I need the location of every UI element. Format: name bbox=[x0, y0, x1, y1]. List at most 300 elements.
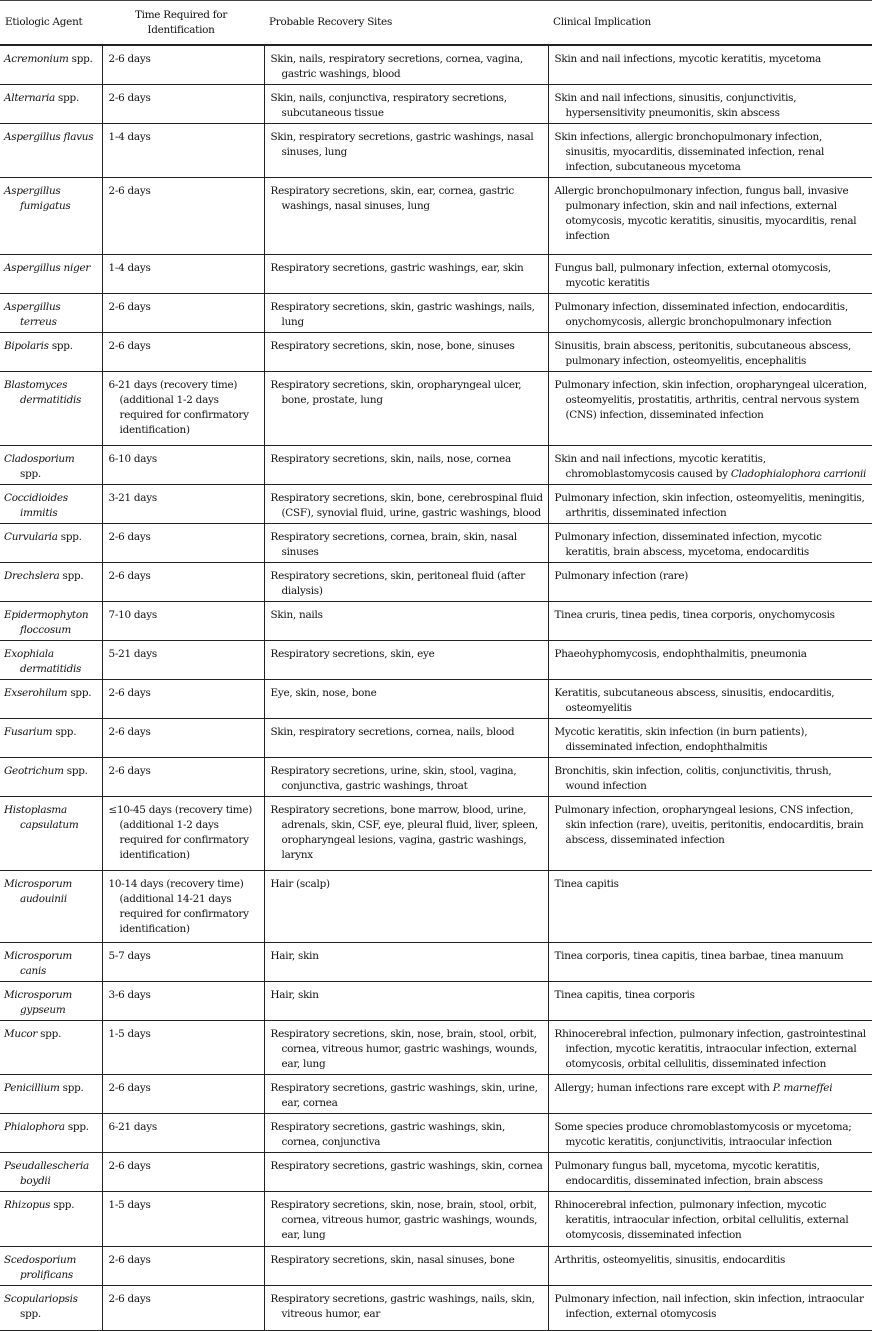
cell-recovery-sites-text bbox=[271, 261, 544, 276]
cell-recovery-sites bbox=[264, 943, 548, 982]
cell-recovery-sites bbox=[264, 758, 548, 797]
cell-time-required-text bbox=[109, 1120, 260, 1135]
cell-clinical-implication bbox=[548, 602, 872, 641]
cell-time-required-value: 2-6 days bbox=[108, 531, 151, 543]
table-row bbox=[0, 680, 872, 719]
agent-suffix: spp. bbox=[67, 687, 92, 699]
cell-recovery-sites-value: Skin, respiratory secretions, cornea, nails, blood bbox=[270, 726, 515, 738]
agent-genus-species: Scopulariopsis bbox=[4, 1293, 78, 1305]
cell-time-required-text bbox=[109, 184, 260, 199]
cell-time-required-text bbox=[109, 725, 260, 740]
cell-time-required bbox=[102, 1286, 264, 1331]
cell-etiologic-agent bbox=[0, 943, 102, 982]
cell-clinical-implication-text bbox=[555, 530, 868, 560]
cell-etiologic-agent bbox=[0, 1114, 102, 1153]
cell-clinical-implication-value: Arthritis, osteomyelitis, sinusitis, endocarditis bbox=[554, 1254, 786, 1266]
cell-clinical-implication-text bbox=[555, 91, 868, 121]
agent-name bbox=[4, 491, 98, 521]
cell-clinical-implication-text bbox=[555, 608, 868, 623]
cell-clinical-implication-value: Sinusitis, brain abscess, peritonitis, subcutaneous abscess, pulmonary infection, osteomyelitis, encephalitis bbox=[554, 340, 852, 367]
cell-recovery-sites-text bbox=[271, 949, 544, 964]
cell-recovery-sites-value: Respiratory secretions, skin, nose, brain, stool, orbit, cornea, vitreous humor, gastric washings, wounds, ear, lung bbox=[270, 1199, 538, 1241]
agent-name bbox=[4, 1027, 98, 1042]
cell-recovery-sites-text bbox=[271, 452, 544, 467]
cell-time-required-text bbox=[109, 91, 260, 106]
cell-time-required bbox=[102, 680, 264, 719]
cell-clinical-implication bbox=[548, 372, 872, 446]
cell-clinical-implication bbox=[548, 124, 872, 178]
header-etiologic-agent: Etiologic Agent bbox=[0, 1, 102, 46]
cell-clinical-implication-value: Pulmonary infection, nail infection, skin infection, intraocular infection, external otomycosis bbox=[554, 1293, 864, 1320]
cell-clinical-implication bbox=[548, 446, 872, 485]
cell-time-required-value: 1-5 days bbox=[108, 1028, 151, 1040]
header-clinical-implication: Clinical Implication bbox=[548, 1, 872, 46]
cell-recovery-sites bbox=[264, 1021, 548, 1075]
agent-name bbox=[4, 949, 98, 979]
cell-clinical-implication bbox=[548, 524, 872, 563]
cell-clinical-implication bbox=[548, 1247, 872, 1286]
agent-genus-species: Drechslera bbox=[4, 570, 60, 582]
cell-clinical-implication bbox=[548, 294, 872, 333]
cell-etiologic-agent bbox=[0, 333, 102, 372]
cell-recovery-sites-value: Respiratory secretions, bone marrow, blood, urine, adrenals, skin, CSF, eye, pleural fluid, liver, spleen, oropharyngeal lesions, vagina, gastric washings, larynx bbox=[270, 804, 538, 861]
agent-name bbox=[4, 184, 98, 214]
table-row bbox=[0, 758, 872, 797]
agent-genus-species: Penicillium bbox=[4, 1082, 60, 1094]
agent-name bbox=[4, 988, 98, 1018]
cell-clinical-implication-text bbox=[555, 491, 868, 521]
cell-recovery-sites-value: Skin, nails bbox=[270, 609, 323, 621]
agent-genus-species: Curvularia bbox=[4, 531, 58, 543]
agent-genus-species: Microsporum gypseum bbox=[4, 989, 73, 1016]
cell-recovery-sites bbox=[264, 719, 548, 758]
cell-recovery-sites-text bbox=[271, 52, 544, 82]
cell-time-required-value: 2-6 days bbox=[108, 1254, 151, 1266]
cell-etiologic-agent bbox=[0, 255, 102, 294]
cell-clinical-implication-value: Pulmonary infection (rare) bbox=[554, 570, 689, 582]
cell-recovery-sites-text bbox=[271, 686, 544, 701]
cell-time-required-value: 1-4 days bbox=[108, 262, 151, 274]
cell-clinical-implication-text bbox=[555, 1292, 868, 1322]
agent-name bbox=[4, 725, 98, 740]
table-row bbox=[0, 372, 872, 446]
agent-suffix: spp. bbox=[55, 92, 79, 104]
agent-name bbox=[4, 378, 98, 408]
cell-etiologic-agent bbox=[0, 372, 102, 446]
cell-etiologic-agent bbox=[0, 124, 102, 178]
cell-recovery-sites-text bbox=[271, 1292, 544, 1322]
header-row bbox=[0, 1, 872, 46]
cell-etiologic-agent bbox=[0, 758, 102, 797]
cell-etiologic-agent bbox=[0, 446, 102, 485]
cell-recovery-sites bbox=[264, 797, 548, 871]
cell-time-required bbox=[102, 1153, 264, 1192]
cell-time-required-text bbox=[109, 339, 260, 354]
cell-clinical-implication-value: Tinea cruris, tinea pedis, tinea corporis, onychomycosis bbox=[554, 609, 835, 621]
agent-genus-species: Fusarium bbox=[4, 726, 53, 738]
cell-etiologic-agent bbox=[0, 85, 102, 124]
cell-recovery-sites-text bbox=[271, 1198, 544, 1243]
cell-etiologic-agent bbox=[0, 1021, 102, 1075]
cell-clinical-implication-text bbox=[555, 339, 868, 369]
cell-time-required-text bbox=[109, 569, 260, 584]
agent-name bbox=[4, 1081, 98, 1096]
agent-name bbox=[4, 569, 98, 584]
cell-clinical-implication-text bbox=[555, 1027, 868, 1072]
cell-time-required-value: ≤10-45 days (recovery time) (additional 1-2 days required for confirmatory identification) bbox=[108, 804, 253, 861]
agent-genus-species: Microsporum audouinii bbox=[4, 878, 73, 905]
cell-time-required-value: 6-21 days (recovery time) (additional 1-2 days required for confirmatory identification) bbox=[108, 379, 249, 436]
cell-clinical-implication-text bbox=[555, 686, 868, 716]
cell-etiologic-agent bbox=[0, 602, 102, 641]
cell-recovery-sites bbox=[264, 178, 548, 255]
cell-time-required bbox=[102, 982, 264, 1021]
cell-recovery-sites-value: Respiratory secretions, skin, peritoneal fluid (after dialysis) bbox=[270, 570, 526, 597]
agent-name bbox=[4, 1159, 98, 1189]
agent-suffix: spp. bbox=[59, 570, 84, 582]
table-row bbox=[0, 1153, 872, 1192]
agent-suffix: spp. bbox=[68, 53, 93, 65]
table-row bbox=[0, 602, 872, 641]
cell-time-required-value: 2-6 days bbox=[108, 53, 151, 65]
table-row bbox=[0, 124, 872, 178]
agent-genus-species: Bipolaris bbox=[4, 340, 49, 352]
agent-name bbox=[4, 261, 98, 276]
cell-clinical-implication-text bbox=[555, 569, 868, 584]
cell-recovery-sites-value: Respiratory secretions, gastric washings, skin, urine, ear, cornea bbox=[270, 1082, 538, 1109]
cell-time-required-value: 5-21 days bbox=[108, 648, 157, 660]
agent-name bbox=[4, 1198, 98, 1213]
cell-time-required-value: 1-4 days bbox=[108, 131, 151, 143]
cell-recovery-sites bbox=[264, 333, 548, 372]
cell-time-required bbox=[102, 1114, 264, 1153]
cell-time-required bbox=[102, 797, 264, 871]
cell-recovery-sites bbox=[264, 1247, 548, 1286]
agent-suffix: spp. bbox=[63, 765, 88, 777]
cell-clinical-implication-value: Skin and nail infections, sinusitis, conjunctivitis, hypersensitivity pneumonitis, skin abscess bbox=[554, 92, 797, 119]
agent-genus-species: Cladosporium bbox=[4, 453, 75, 465]
cell-time-required-value: 1-5 days bbox=[108, 1199, 151, 1211]
implication-italic-organism: P. marneffei bbox=[772, 1082, 833, 1094]
cell-recovery-sites-value: Hair (scalp) bbox=[270, 878, 330, 890]
agent-genus-species: Rhizopus bbox=[4, 1199, 51, 1211]
table-row bbox=[0, 178, 872, 255]
cell-time-required-text bbox=[109, 686, 260, 701]
cell-clinical-implication-value: Tinea capitis bbox=[554, 878, 619, 890]
agent-genus-species: Phialophora bbox=[4, 1121, 65, 1133]
cell-time-required-text bbox=[109, 530, 260, 545]
table-row bbox=[0, 1247, 872, 1286]
cell-recovery-sites-value: Respiratory secretions, urine, skin, stool, vagina, conjunctiva, gastric washings, throat bbox=[270, 765, 517, 792]
cell-clinical-implication-value: Pulmonary infection, skin infection, osteomyelitis, meningitis, arthritis, disseminated infection bbox=[554, 492, 865, 519]
cell-etiologic-agent bbox=[0, 178, 102, 255]
cell-recovery-sites-value: Respiratory secretions, cornea, brain, skin, nasal sinuses bbox=[270, 531, 517, 558]
table-row bbox=[0, 485, 872, 524]
cell-clinical-implication bbox=[548, 85, 872, 124]
table-row bbox=[0, 1286, 872, 1331]
cell-time-required-value: 6-21 days bbox=[108, 1121, 157, 1133]
cell-time-required bbox=[102, 943, 264, 982]
cell-time-required bbox=[102, 372, 264, 446]
cell-recovery-sites bbox=[264, 485, 548, 524]
agent-name bbox=[4, 608, 98, 638]
agent-suffix: spp. bbox=[20, 1308, 41, 1320]
cell-clinical-implication-text bbox=[555, 988, 868, 1003]
agent-name bbox=[4, 686, 98, 701]
table-row bbox=[0, 871, 872, 943]
cell-recovery-sites-text bbox=[271, 184, 544, 214]
cell-recovery-sites-value: Skin, respiratory secretions, gastric washings, nasal sinuses, lung bbox=[270, 131, 534, 158]
table-row bbox=[0, 943, 872, 982]
cell-time-required-value: 3-6 days bbox=[108, 989, 151, 1001]
cell-time-required-value: 2-6 days bbox=[108, 301, 151, 313]
cell-time-required-text bbox=[109, 491, 260, 506]
cell-etiologic-agent bbox=[0, 982, 102, 1021]
cell-time-required bbox=[102, 255, 264, 294]
table-row bbox=[0, 563, 872, 602]
cell-clinical-implication-text bbox=[555, 647, 868, 662]
cell-recovery-sites-text bbox=[271, 300, 544, 330]
cell-time-required bbox=[102, 333, 264, 372]
cell-etiologic-agent bbox=[0, 45, 102, 85]
agent-suffix: spp. bbox=[59, 1082, 84, 1094]
cell-etiologic-agent bbox=[0, 719, 102, 758]
cell-clinical-implication-value: Tinea capitis, tinea corporis bbox=[554, 989, 695, 1001]
cell-clinical-implication-text bbox=[555, 300, 868, 330]
table-row bbox=[0, 1114, 872, 1153]
table-row bbox=[0, 641, 872, 680]
header-time-required: Time Required for Identification bbox=[102, 1, 264, 46]
cell-time-required-text bbox=[109, 1027, 260, 1042]
cell-time-required bbox=[102, 719, 264, 758]
cell-etiologic-agent bbox=[0, 563, 102, 602]
cell-clinical-implication-text bbox=[555, 1120, 868, 1150]
cell-clinical-implication-text bbox=[555, 52, 868, 67]
cell-clinical-implication-value: Allergy; human infections rare except with bbox=[554, 1082, 773, 1094]
cell-clinical-implication-value: Mycotic keratitis, skin infection (in burn patients), disseminated infection, endophthalmitis bbox=[554, 726, 808, 753]
agent-genus-species: Aspergillus fumigatus bbox=[4, 185, 71, 212]
cell-clinical-implication bbox=[548, 719, 872, 758]
cell-recovery-sites-text bbox=[271, 803, 544, 863]
cell-time-required-value: 6-10 days bbox=[108, 453, 157, 465]
cell-time-required bbox=[102, 871, 264, 943]
header-recovery-sites: Probable Recovery Sites bbox=[264, 1, 548, 46]
cell-recovery-sites-text bbox=[271, 988, 544, 1003]
cell-recovery-sites-text bbox=[271, 378, 544, 408]
cell-etiologic-agent bbox=[0, 641, 102, 680]
agent-genus-species: Aspergillus terreus bbox=[4, 301, 61, 328]
table-row bbox=[0, 797, 872, 871]
cell-recovery-sites-text bbox=[271, 1159, 544, 1174]
cell-recovery-sites-text bbox=[271, 608, 544, 623]
agent-name bbox=[4, 1120, 98, 1135]
cell-clinical-implication-value: Fungus ball, pulmonary infection, external otomycosis, mycotic keratitis bbox=[554, 262, 831, 289]
cell-recovery-sites-value: Hair, skin bbox=[270, 950, 319, 962]
cell-recovery-sites-value: Respiratory secretions, skin, bone, cerebrospinal fluid (CSF), synovial fluid, urine, gastric washings, blood bbox=[270, 492, 543, 519]
cell-etiologic-agent bbox=[0, 1286, 102, 1331]
cell-recovery-sites bbox=[264, 982, 548, 1021]
cell-clinical-implication-value: Skin and nail infections, mycotic keratitis, chromoblastomycosis caused by bbox=[554, 453, 766, 480]
agent-genus-species: Pseudallescheria boydii bbox=[4, 1160, 90, 1187]
agent-suffix: spp. bbox=[20, 468, 41, 480]
cell-etiologic-agent bbox=[0, 485, 102, 524]
cell-clinical-implication-text bbox=[555, 803, 868, 848]
cell-recovery-sites-text bbox=[271, 530, 544, 560]
table-row bbox=[0, 1192, 872, 1247]
cell-recovery-sites bbox=[264, 680, 548, 719]
cell-etiologic-agent bbox=[0, 524, 102, 563]
cell-clinical-implication bbox=[548, 982, 872, 1021]
agent-suffix: spp. bbox=[57, 531, 82, 543]
table-row bbox=[0, 446, 872, 485]
cell-recovery-sites bbox=[264, 446, 548, 485]
cell-clinical-implication-text bbox=[555, 184, 868, 244]
cell-recovery-sites-text bbox=[271, 491, 544, 521]
cell-time-required-text bbox=[109, 130, 260, 145]
cell-recovery-sites-value: Respiratory secretions, skin, gastric washings, nails, lung bbox=[270, 301, 535, 328]
cell-etiologic-agent bbox=[0, 1075, 102, 1114]
cell-time-required-value: 2-6 days bbox=[108, 1293, 151, 1305]
cell-clinical-implication-text bbox=[555, 949, 868, 964]
table-body bbox=[0, 45, 872, 1331]
cell-time-required-value: 2-6 days bbox=[108, 570, 151, 582]
cell-time-required-text bbox=[109, 1253, 260, 1268]
agent-name bbox=[4, 1292, 98, 1322]
cell-etiologic-agent bbox=[0, 680, 102, 719]
cell-clinical-implication-text bbox=[555, 1253, 868, 1268]
cell-clinical-implication-value: Bronchitis, skin infection, colitis, conjunctivitis, thrush, wound infection bbox=[554, 765, 832, 792]
agent-genus-species: Mucor bbox=[4, 1028, 38, 1040]
agent-name bbox=[4, 452, 98, 482]
cell-clinical-implication-value: Phaeohyphomycosis, endophthalmitis, pneumonia bbox=[554, 648, 807, 660]
cell-recovery-sites bbox=[264, 641, 548, 680]
cell-time-required-text bbox=[109, 1159, 260, 1174]
cell-time-required bbox=[102, 446, 264, 485]
cell-recovery-sites bbox=[264, 524, 548, 563]
cell-time-required-value: 7-10 days bbox=[108, 609, 157, 621]
cell-time-required bbox=[102, 124, 264, 178]
cell-recovery-sites-value: Skin, nails, respiratory secretions, cornea, vagina, gastric washings, blood bbox=[270, 53, 523, 80]
agent-name bbox=[4, 339, 98, 354]
cell-recovery-sites bbox=[264, 1075, 548, 1114]
cell-clinical-implication-value: Allergic bronchopulmonary infection, fungus ball, invasive pulmonary infection, skin and nail infections, external otomycosis, mycotic keratitis, sinusitis, myocarditis, renal infection bbox=[554, 185, 857, 242]
cell-time-required-value: 2-6 days bbox=[108, 1082, 151, 1094]
cell-clinical-implication bbox=[548, 680, 872, 719]
agent-name bbox=[4, 530, 98, 545]
cell-clinical-implication bbox=[548, 45, 872, 85]
cell-time-required-text bbox=[109, 452, 260, 467]
cell-recovery-sites bbox=[264, 1114, 548, 1153]
agent-genus-species: Acremonium bbox=[4, 53, 69, 65]
cell-clinical-implication-text bbox=[555, 725, 868, 755]
table-row bbox=[0, 255, 872, 294]
cell-recovery-sites-value: Respiratory secretions, gastric washings, skin, cornea bbox=[270, 1160, 543, 1172]
cell-recovery-sites-text bbox=[271, 1120, 544, 1150]
cell-time-required-text bbox=[109, 1081, 260, 1096]
cell-recovery-sites-value: Respiratory secretions, gastric washings, nails, skin, vitreous humor, ear bbox=[270, 1293, 535, 1320]
cell-etiologic-agent bbox=[0, 797, 102, 871]
agent-genus-species: Aspergillus flavus bbox=[4, 131, 94, 143]
cell-recovery-sites bbox=[264, 871, 548, 943]
agent-suffix: spp. bbox=[52, 726, 77, 738]
cell-recovery-sites bbox=[264, 1286, 548, 1331]
agent-genus-species: Geotrichum bbox=[4, 765, 64, 777]
cell-recovery-sites-value: Skin, nails, conjunctiva, respiratory secretions, subcutaneous tissue bbox=[270, 92, 507, 119]
cell-time-required-value: 5-7 days bbox=[108, 950, 151, 962]
cell-time-required bbox=[102, 758, 264, 797]
cell-time-required bbox=[102, 1192, 264, 1247]
implication-italic-organism: Cladophialophora carrionii bbox=[730, 468, 867, 480]
agent-genus-species: Epidermophyton floccosum bbox=[4, 609, 89, 636]
cell-etiologic-agent bbox=[0, 294, 102, 333]
cell-etiologic-agent bbox=[0, 871, 102, 943]
agent-suffix: spp. bbox=[48, 340, 73, 352]
cell-clinical-implication-value: Pulmonary fungus ball, mycetoma, mycotic keratitis, endocarditis, disseminated infection, brain abscess bbox=[554, 1160, 823, 1187]
cell-clinical-implication-value: Tinea corporis, tinea capitis, tinea barbae, tinea manuum bbox=[554, 950, 844, 962]
table-row bbox=[0, 333, 872, 372]
agent-name bbox=[4, 52, 98, 67]
cell-time-required-value: 2-6 days bbox=[108, 1160, 151, 1172]
cell-recovery-sites bbox=[264, 124, 548, 178]
cell-clinical-implication bbox=[548, 1153, 872, 1192]
agent-genus-species: Coccidioides immitis bbox=[4, 492, 68, 519]
cell-clinical-implication-value: Skin infections, allergic bronchopulmonary infection, sinusitis, myocarditis, disseminated infection, renal infection, subcutaneous mycetoma bbox=[554, 131, 825, 173]
cell-time-required bbox=[102, 45, 264, 85]
cell-recovery-sites bbox=[264, 1192, 548, 1247]
cell-clinical-implication-text bbox=[555, 261, 868, 291]
cell-time-required bbox=[102, 485, 264, 524]
cell-time-required bbox=[102, 602, 264, 641]
cell-clinical-implication bbox=[548, 563, 872, 602]
cell-time-required-value: 3-21 days bbox=[108, 492, 157, 504]
cell-recovery-sites bbox=[264, 255, 548, 294]
agent-suffix: spp. bbox=[64, 1121, 89, 1133]
cell-recovery-sites bbox=[264, 372, 548, 446]
cell-time-required bbox=[102, 563, 264, 602]
agent-name bbox=[4, 877, 98, 907]
cell-time-required-value: 2-6 days bbox=[108, 185, 151, 197]
cell-time-required-text bbox=[109, 378, 260, 438]
table-row bbox=[0, 719, 872, 758]
cell-time-required-text bbox=[109, 988, 260, 1003]
cell-clinical-implication-text bbox=[555, 378, 868, 423]
cell-time-required-text bbox=[109, 764, 260, 779]
cell-clinical-implication-text bbox=[555, 1081, 868, 1096]
cell-clinical-implication bbox=[548, 1021, 872, 1075]
cell-clinical-implication-text bbox=[555, 1198, 868, 1243]
cell-time-required-value: 10-14 days (recovery time) (additional 14-21 days required for confirmatory identification) bbox=[108, 878, 249, 935]
agent-genus-species: Exserohilum bbox=[4, 687, 68, 699]
cell-clinical-implication-value: Some species produce chromoblastomycosis or mycetoma; mycotic keratitis, conjunctivitis, intraocular infection bbox=[554, 1121, 852, 1148]
agent-genus-species: Exophiala dermatitidis bbox=[4, 648, 82, 675]
cell-recovery-sites bbox=[264, 294, 548, 333]
table-row bbox=[0, 982, 872, 1021]
cell-recovery-sites bbox=[264, 45, 548, 85]
cell-time-required-value: 2-6 days bbox=[108, 340, 151, 352]
table-row bbox=[0, 294, 872, 333]
cell-time-required-value: 2-6 days bbox=[108, 726, 151, 738]
cell-recovery-sites-text bbox=[271, 91, 544, 121]
cell-clinical-implication-text bbox=[555, 452, 868, 482]
cell-clinical-implication bbox=[548, 485, 872, 524]
cell-recovery-sites-value: Eye, skin, nose, bone bbox=[270, 687, 377, 699]
cell-time-required bbox=[102, 1021, 264, 1075]
cell-recovery-sites-value: Respiratory secretions, skin, nose, bone, sinuses bbox=[270, 340, 515, 352]
cell-time-required-value: 2-6 days bbox=[108, 765, 151, 777]
cell-clinical-implication-text bbox=[555, 130, 868, 175]
cell-time-required bbox=[102, 1247, 264, 1286]
agent-name bbox=[4, 91, 98, 106]
